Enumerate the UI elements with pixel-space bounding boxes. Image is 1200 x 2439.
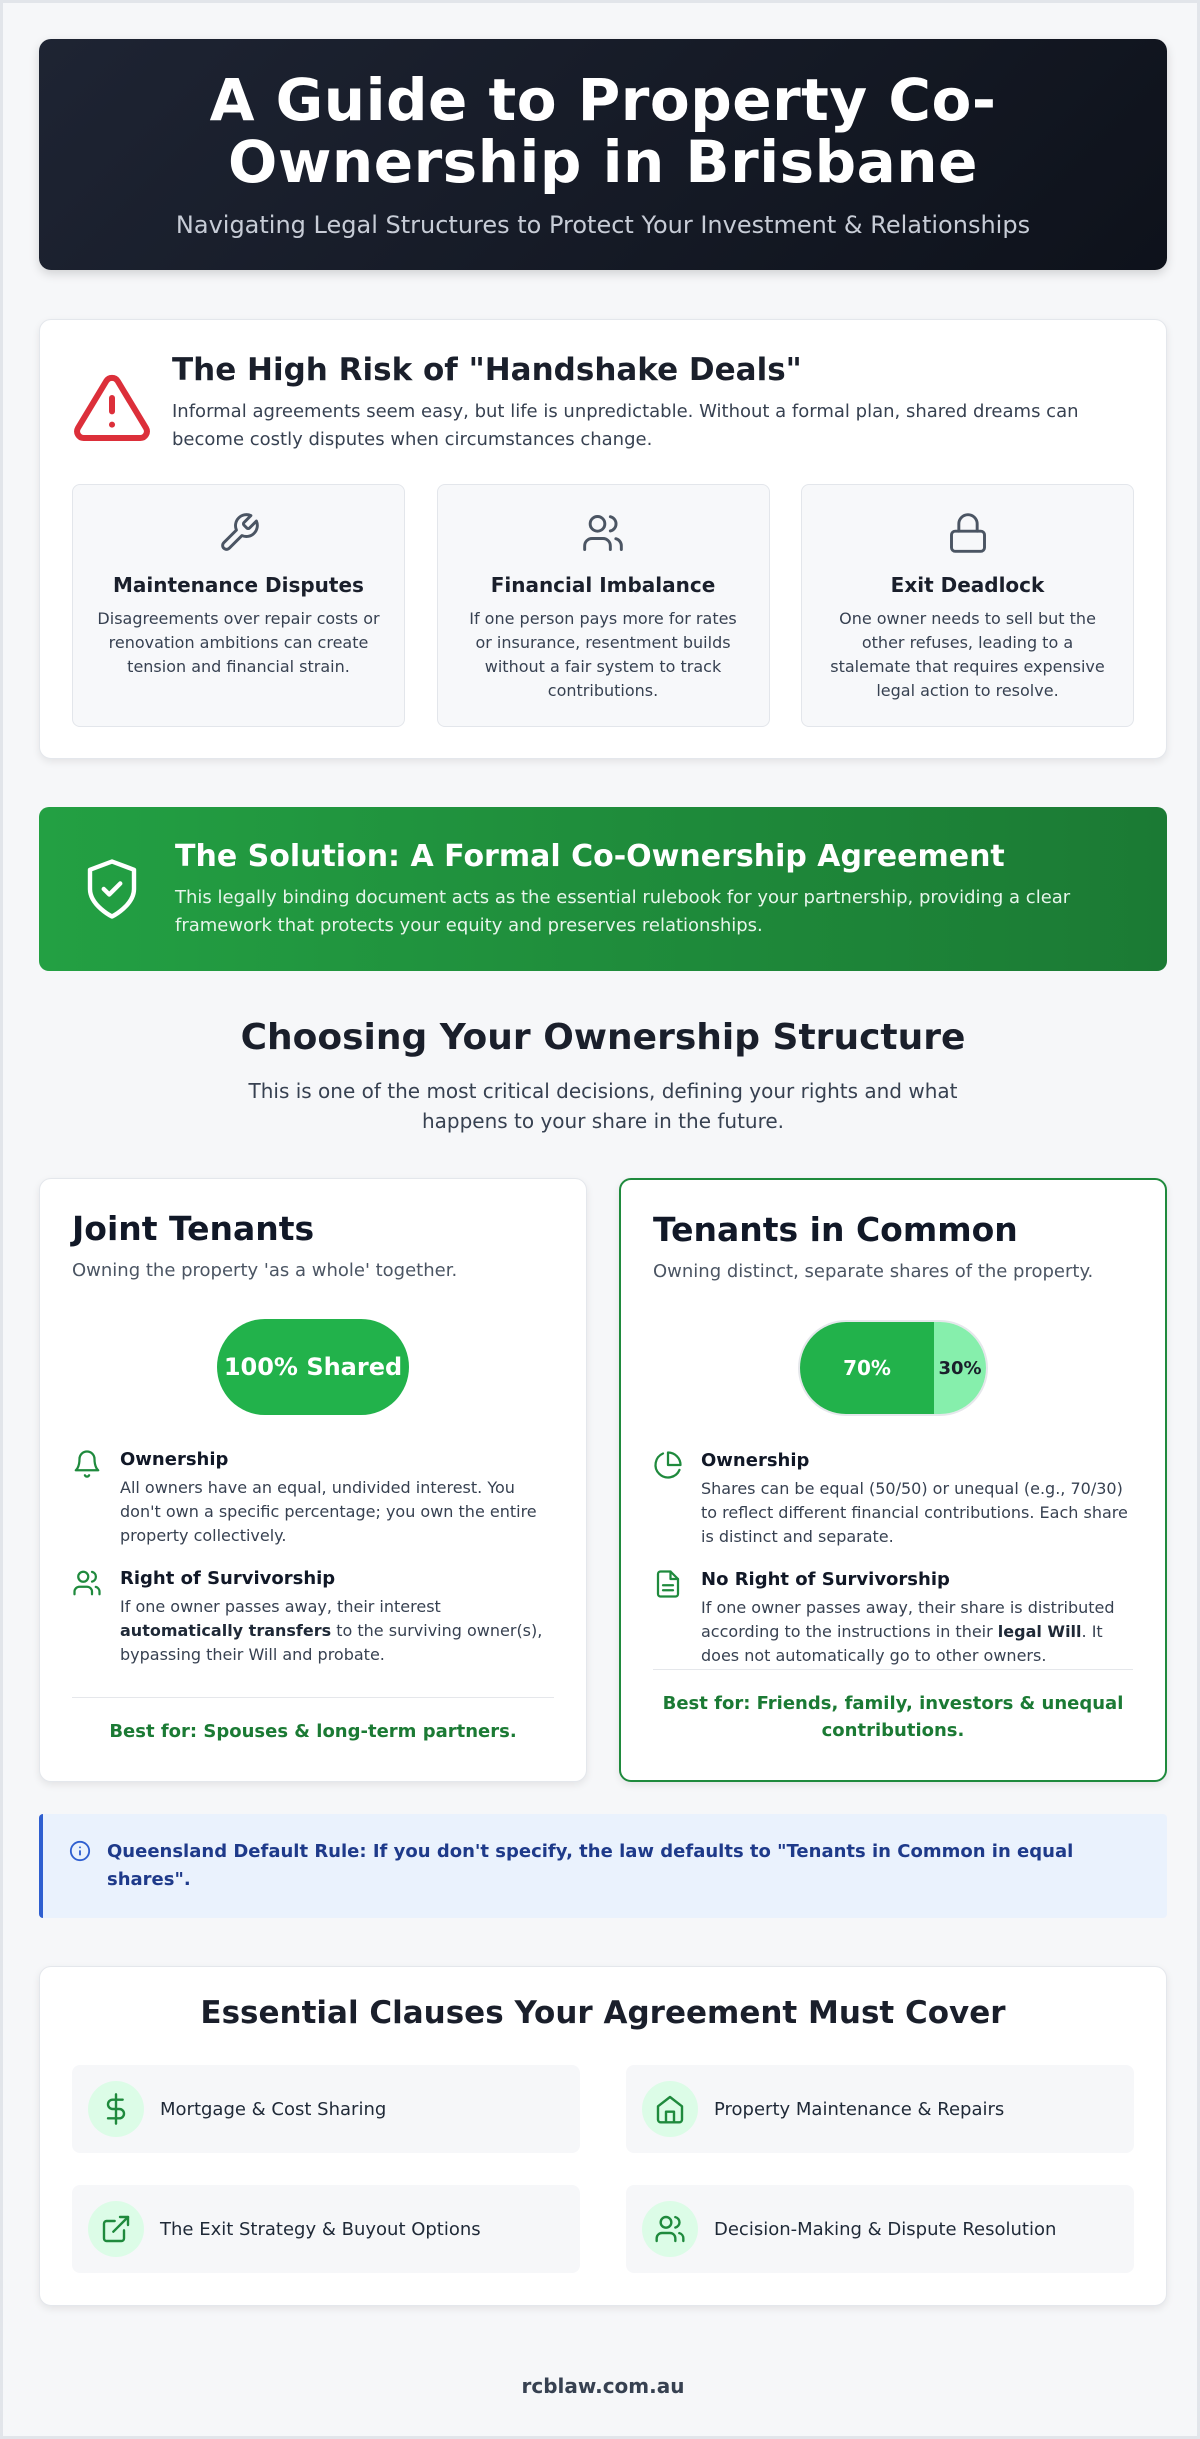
users-icon (72, 1568, 102, 1598)
external-link-icon (100, 2213, 132, 2245)
solution-banner (39, 807, 1167, 971)
risk-item-exit (801, 484, 1134, 727)
info-icon (69, 1840, 91, 1862)
clause-exit (72, 2185, 580, 2273)
share-minor: 30% (934, 1322, 986, 1414)
risk-item-text: One owner needs to sell but the other refuses, leading to a stalemate that requires expensive legal action to resolve. (830, 609, 1105, 700)
solution-text: This legally binding document acts as the essential rulebook for your partnership, providing a clear framework that protects your equity and preserves relationships. (175, 886, 1071, 936)
risk-item-title: Financial Imbalance (490, 573, 716, 597)
page-content (39, 39, 1167, 2398)
joint-title: Joint Tenants (72, 1209, 315, 1248)
joint-feature-ownership (72, 1449, 554, 1548)
feature-title: Ownership (701, 1450, 810, 1471)
solution-title: The Solution: A Formal Co-Ownership Agreement (175, 838, 1005, 874)
document-icon (653, 1569, 683, 1599)
clause-label: Decision-Making & Dispute Resolution (714, 2218, 1057, 2240)
risk-item-financial (437, 484, 770, 727)
risk-item-title: Exit Deadlock (890, 573, 1045, 597)
feature-title: Right of Survivorship (120, 1568, 336, 1589)
clauses-title: Essential Clauses Your Agreement Must Cover (200, 1995, 1006, 2031)
common-feature-survivorship (653, 1569, 1133, 1668)
page-subtitle: Navigating Legal Structures to Protect Your Investment & Relationships (175, 211, 1031, 239)
joint-feature-survivorship (72, 1568, 554, 1667)
clause-maintenance (626, 2065, 1134, 2153)
default-rule-note (39, 1814, 1167, 1918)
feature-text: Shares can be equal (50/50) or unequal (e.g., 70/30) to reflect different financial contributions. Each share is distinct and separate. (701, 1479, 1128, 1546)
users-icon (654, 2213, 686, 2245)
structure-intro (39, 1017, 1167, 1136)
shared-pill: 100% Shared (217, 1319, 409, 1415)
clause-label: The Exit Strategy & Buyout Options (160, 2218, 481, 2240)
default-rule-text: Queensland Default Rule: If you don't specify, the law defaults to "Tenants in Common in equal shares". (107, 1841, 1074, 1890)
feature-text: All owners have an equal, undivided interest. You don't own a specific percentage; you own the entire property collectively. (120, 1478, 537, 1545)
common-title: Tenants in Common (653, 1210, 1018, 1249)
joint-tenants-card (39, 1178, 587, 1782)
warning-triangle-icon (72, 368, 152, 448)
clauses-section (39, 1966, 1167, 2306)
bell-icon (72, 1449, 102, 1479)
clause-label: Property Maintenance & Repairs (714, 2098, 1005, 2120)
share-major: 70% (800, 1322, 934, 1414)
risk-item-text: If one person pays more for rates or insurance, resentment builds without a fair system to track contributions. (469, 609, 737, 700)
hero-header (39, 39, 1167, 270)
joint-best-for: Best for: Spouses & long-term partners. (72, 1697, 554, 1745)
wrench-icon (217, 511, 261, 555)
feature-title: Ownership (120, 1449, 229, 1470)
common-feature-ownership (653, 1450, 1133, 1549)
joint-subtitle: Owning the property 'as a whole' together. (72, 1260, 458, 1281)
risk-section (39, 319, 1167, 759)
risk-item-maintenance (72, 484, 405, 727)
home-icon (654, 2093, 686, 2125)
users-icon (581, 511, 625, 555)
feature-text: If one owner passes away, their interest automatically transfers to the surviving owner(s), bypassing their Will and probate. (120, 1597, 543, 1664)
risk-item-text: Disagreements over repair costs or renovation ambitions can create tension and financial strain. (97, 609, 380, 676)
feature-text: If one owner passes away, their share is distributed according to the instructions in their legal Will. It does not automatically go to other owners. (701, 1598, 1115, 1665)
pie-chart-icon (653, 1450, 683, 1480)
structure-title: Choosing Your Ownership Structure (240, 1017, 966, 1058)
page-title: A Guide to Property Co-Ownership in Brisbane (209, 66, 997, 196)
clause-decision (626, 2185, 1134, 2273)
clause-mortgage (72, 2065, 580, 2153)
structure-comparison (39, 1178, 1167, 1782)
share-split-pill (798, 1320, 988, 1416)
feature-title: No Right of Survivorship (701, 1569, 950, 1590)
dollar-icon (100, 2093, 132, 2125)
risk-text: Informal agreements seem easy, but life is unpredictable. Without a formal plan, shared dreams can become costly disputes when circumstances change. (172, 401, 1079, 450)
risk-title: The High Risk of "Handshake Deals" (172, 352, 802, 388)
structure-text: This is one of the most critical decisions, defining your rights and what happens to your share in the future. (248, 1079, 958, 1133)
shield-check-icon (79, 851, 145, 927)
common-subtitle: Owning distinct, separate shares of the property. (653, 1261, 1094, 1282)
footer-site[interactable]: rcblaw.com.au (521, 2374, 685, 2398)
risk-item-title: Maintenance Disputes (113, 573, 364, 597)
tenants-in-common-card (619, 1178, 1167, 1782)
lock-icon (946, 511, 990, 555)
common-best-for: Best for: Friends, family, investors & unequal contributions. (653, 1669, 1133, 1744)
clause-label: Mortgage & Cost Sharing (160, 2098, 387, 2120)
